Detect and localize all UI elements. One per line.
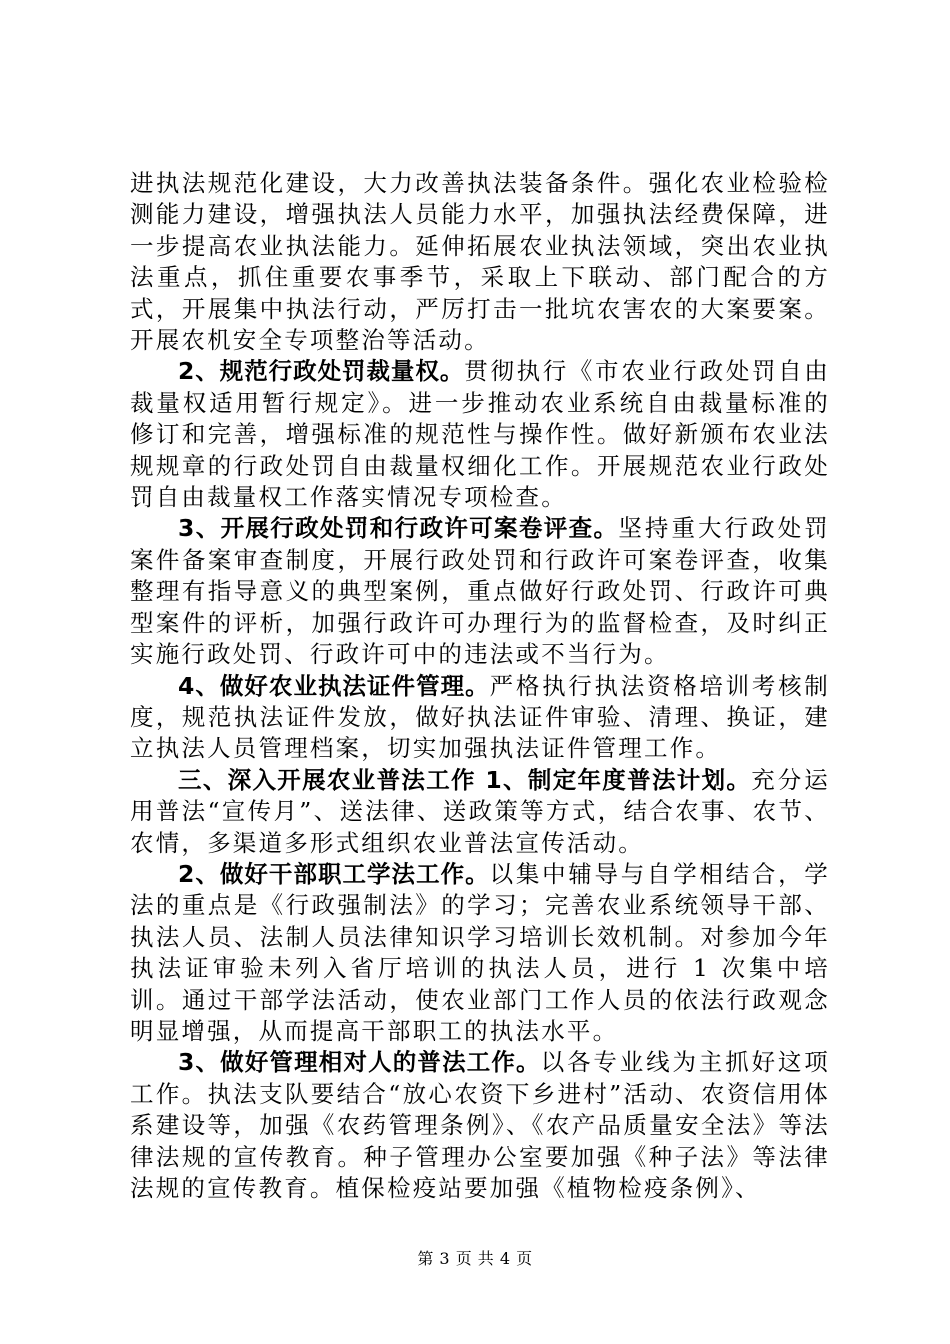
page-number: 第 3 页 共 4 页 [417,1249,533,1268]
paragraph-text: 以各专业线为主抓好这项工作。执法支队要结合“放心农资下乡进村”活动、农资信用体系建设等，加强《农药管理条例》、《农产品质量安全法》等法律法规的宣传教育。种子管理办公室要加强《种子法》等法律法规的宣传教育。植保检疫站要加强《植物检疫条例》、 [130,1048,830,1202]
paragraph-6 [130,859,830,1047]
paragraph-heading: 3、开展行政处罚和行政许可案卷评查。 [178,514,619,543]
paragraph-text: 进执法规范化建设，大力改善执法装备条件。强化农业检验检测能力建设，增强执法人员能力水平，加强执法经费保障，进一步提高农业执法能力。延伸拓展农业执法领域，突出农业执法重点，抓住重要农事季节，采取上下联动、部门配合的方式，开展集中执法行动，严厉打击一批坑农害农的大案要案。开展农机安全专项整治等活动。 [130,169,830,355]
paragraph-text: 贯彻执行《市农业行政处罚自由裁量权适用暂行规定》。进一步推动农业系统自由裁量标准的修订和完善，增强标准的规范性与操作性。做好新颁布农业法规规章的行政处罚自由裁量权细化工作。开展规范农业行政处罚自由裁量权工作落实情况专项检查。 [130,357,830,512]
paragraph-4 [130,671,830,765]
paragraph-text: 以集中辅导与自学相结合，学法的重点是《行政强制法》的学习；完善农业系统领导干部、执法人员、法制人员法律知识学习培训长效机制。对参加今年执法证审验未列入省厅培训的执法人员，进行 1 次集中培训。通过干部学法活动，使农业部门工作人员的依法行政观念明显增强，从而提高干部职工的执法水平。 [130,859,830,1045]
paragraph-text: 充分运用普法“宣传月”、送法律、送政策等方式，结合农事、农节、农情，多渠道多形式组织农业普法宣传活动。 [130,765,830,857]
document-body [130,168,830,1204]
paragraph-heading: 2、规范行政处罚裁量权。 [178,357,465,386]
paragraph-heading: 2、做好干部职工学法工作。 [178,859,490,888]
paragraph-heading: 3、做好管理相对人的普法工作。 [178,1048,541,1077]
paragraph-5 [130,765,830,859]
page-footer [0,1246,950,1269]
paragraph-heading: 4、做好农业执法证件管理。 [178,671,490,700]
paragraph-2 [130,356,830,513]
paragraph-7 [130,1047,830,1204]
paragraph-1 [130,168,830,356]
paragraph-text: 严格执行执法资格培训考核制度，规范执法证件发放，做好执法证件审验、清理、换证，建立执法人员管理档案，切实加强执法证件管理工作。 [130,671,830,763]
paragraph-heading: 三、深入开展农业普法工作 1、制定年度普法计划。 [178,765,752,794]
paragraph-text: 坚持重大行政处罚案件备案审查制度，开展行政处罚和行政许可案卷评查，收集整理有指导意义的典型案例，重点做好行政处罚、行政许可典型案件的评析，加强行政许可办理行为的监督检查，及时纠正实施行政处罚、行政许可中的违法或不当行为。 [130,514,830,669]
paragraph-3 [130,513,830,670]
